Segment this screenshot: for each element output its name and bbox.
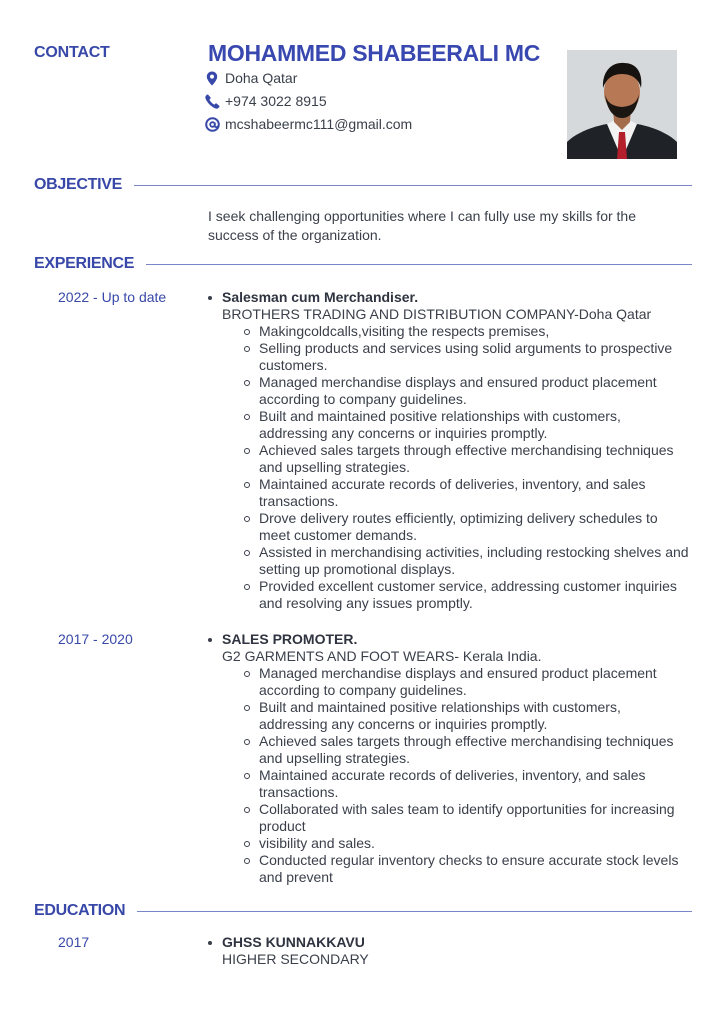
job-role: SALES PROMOTER. bbox=[206, 631, 690, 648]
duty-item: Achieved sales targets through effective merchandising techniques and upselling strategies. bbox=[259, 442, 690, 476]
education-date: 2017 bbox=[58, 934, 90, 950]
section-divider bbox=[146, 264, 692, 265]
job-entry bbox=[206, 289, 690, 612]
education-heading: EDUCATION bbox=[34, 902, 126, 919]
job-date: 2022 - Up to date bbox=[58, 289, 167, 305]
education-entry bbox=[206, 934, 690, 968]
duty-item: Drove delivery routes efficiently, optimizing delivery schedules to meet customer demands. bbox=[259, 510, 690, 544]
school-name: GHSS KUNNAKKAVU bbox=[206, 934, 690, 951]
phone-icon bbox=[204, 93, 220, 109]
section-divider bbox=[137, 911, 692, 912]
profile-photo bbox=[567, 50, 677, 159]
objective-text: I seek challenging opportunities where I can fully use my skills for the success of the organization. bbox=[208, 208, 636, 243]
job-date: 2017 - 2020 bbox=[58, 631, 133, 647]
objective-section-header bbox=[34, 174, 692, 196]
duty-item: Provided excellent customer service, addressing customer inquiries and resolving any issues promptly. bbox=[259, 578, 690, 612]
duty-item: Achieved sales targets through effective merchandising techniques and upselling strategies. bbox=[259, 733, 690, 767]
job-duties-list bbox=[206, 323, 690, 612]
email-text: mcshabeermc111@gmail.com bbox=[225, 116, 413, 132]
phone-text: +974 3022 8915 bbox=[225, 93, 327, 109]
duty-item: Maintained accurate records of deliveries, inventory, and sales transactions. bbox=[259, 767, 690, 801]
duty-item: Built and maintained positive relationships with customers, addressing any concerns or inquiries promptly. bbox=[259, 408, 690, 442]
email-line bbox=[204, 114, 412, 134]
job-company: G2 GARMENTS AND FOOT WEARS- Kerala India. bbox=[222, 648, 542, 664]
duty-item: Managed merchandise displays and ensured product placement according to company guidelines. bbox=[259, 665, 690, 699]
job-duties-list bbox=[206, 665, 690, 886]
location-text: Doha Qatar bbox=[225, 70, 298, 86]
location-pin-icon bbox=[204, 70, 220, 86]
duty-item: Makingcoldcalls,visiting the respects premises, bbox=[259, 323, 690, 340]
duty-item: Assisted in merchandising activities, including restocking shelves and setting up promotional displays. bbox=[259, 544, 689, 577]
experience-heading: EXPERIENCE bbox=[34, 255, 135, 272]
duty-item: Selling products and services using solid arguments to prospective customers. bbox=[259, 340, 690, 374]
duty-item: Managed merchandise displays and ensured product placement according to company guidelines. bbox=[259, 374, 690, 408]
phone-line bbox=[204, 91, 327, 111]
duty-item: Collaborated with sales team to identify opportunities for increasing product bbox=[259, 801, 690, 835]
duty-item: Conducted regular inventory checks to ensure accurate stock levels and prevent bbox=[259, 852, 690, 886]
location-line bbox=[204, 68, 297, 88]
at-sign-icon bbox=[204, 116, 220, 132]
objective-heading: OBJECTIVE bbox=[34, 176, 122, 193]
duty-item: Maintained accurate records of deliveries, inventory, and sales transactions. bbox=[259, 476, 690, 510]
education-level: HIGHER SECONDARY bbox=[222, 951, 369, 967]
candidate-name: MOHAMMED SHABEERALI MC bbox=[208, 40, 540, 66]
job-company: BROTHERS TRADING AND DISTRIBUTION COMPANY-Doha Qatar bbox=[222, 306, 652, 322]
duty-item: Built and maintained positive relationships with customers, addressing any concerns or inquiries promptly. bbox=[259, 699, 690, 733]
contact-heading: CONTACT bbox=[34, 44, 110, 61]
experience-section-header bbox=[34, 253, 692, 275]
job-role: Salesman cum Merchandiser. bbox=[206, 289, 690, 306]
section-divider bbox=[134, 185, 692, 186]
education-section-header bbox=[34, 900, 692, 922]
job-entry bbox=[206, 631, 690, 886]
duty-item: visibility and sales. bbox=[259, 835, 690, 852]
